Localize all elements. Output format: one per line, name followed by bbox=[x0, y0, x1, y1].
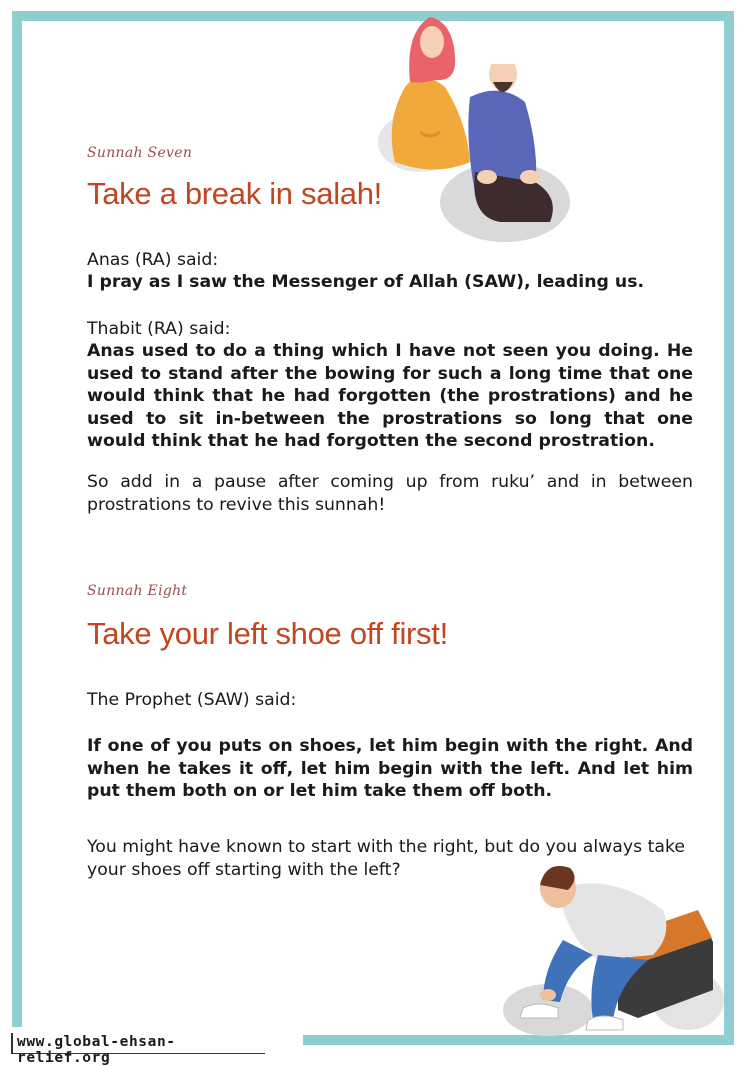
frame-top-border bbox=[12, 11, 734, 21]
thabit-quote: Anas used to do a thing which I have not seen you doing. He used to stand after the bowing for such a long time that one would think that he had forgotten (the prostrations) and he used to sit in-between the prostrations so long that one would think that he had forgotten the second prostration. bbox=[87, 341, 693, 451]
sunnah-seven-advice: So add in a pause after coming up from ruku’ and in between prostrations to revive this sunnah! bbox=[87, 472, 693, 515]
frame-right-border bbox=[724, 11, 734, 1045]
frame-left-border bbox=[12, 11, 22, 1027]
sunnah-eight-advice: You might have known to start with the right, but do you always take your shoes off starting with the left? bbox=[87, 837, 685, 880]
man-taking-off-shoe-illustration bbox=[498, 860, 724, 1040]
thabit-attribution: Thabit (RA) said: bbox=[87, 319, 231, 339]
anas-attribution: Anas (RA) said: bbox=[87, 250, 219, 270]
sunnah-eight-title: Take your left shoe off first! bbox=[87, 616, 448, 651]
sunnah-eight-kicker: Sunnah Eight bbox=[87, 583, 188, 599]
footer-website[interactable]: www.global-ehsan-relief.org bbox=[17, 1034, 176, 1066]
footer-website-box bbox=[11, 1033, 265, 1066]
sunnah-seven-kicker: Sunnah Seven bbox=[87, 145, 193, 161]
prophet-attribution: The Prophet (SAW) said: bbox=[87, 690, 297, 710]
prophet-hadith: If one of you puts on shoes, let him begin with the right. And when he takes it off, let him begin with the left. And let him put them both on or let him take them off both. bbox=[87, 736, 693, 801]
praying-couple-illustration bbox=[375, 12, 575, 242]
footer-left-bar bbox=[11, 1033, 13, 1053]
sunnah-seven-title: Take a break in salah! bbox=[87, 176, 382, 211]
anas-quote: I pray as I saw the Messenger of Allah (SAW), leading us. bbox=[87, 272, 645, 292]
